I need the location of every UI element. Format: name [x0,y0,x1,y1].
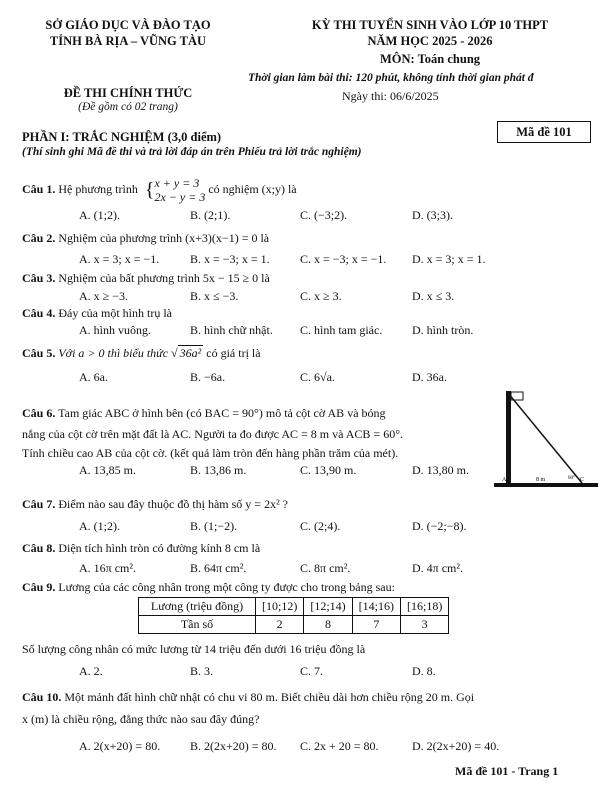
pages-note: (Đề gồm có 02 trang) [78,101,178,113]
q5-option-b[interactable]: B. −6a. [190,370,226,384]
question-10-line1: Câu 10. Một mảnh đất hình chữ nhật có chu vi 80 m. Biết chiều dài hơn chiều rộng 20 m. Gọi [22,690,475,704]
table-cell: [10;12) [256,598,304,616]
exam-title: KỲ THI TUYỂN SINH VÀO LỚP 10 THPT [311,18,549,32]
q1-option-a[interactable]: A. (1;2). [79,208,120,222]
q2-option-d[interactable]: D. x = 3; x = 1. [412,252,486,266]
q9-option-a[interactable]: A. 2. [79,664,103,678]
flagpole-figure [490,383,600,493]
q4-option-d[interactable]: D. hình tròn. [412,323,474,337]
exam-date: Ngày thi: 06/6/2025 [342,89,439,103]
q5-option-a[interactable]: A. 6a. [79,370,108,384]
q8-option-d[interactable]: D. 4π cm². [412,561,463,575]
exam-duration: Thời gian làm bài thi: 120 phút, không tính thời gian phát đ [248,72,534,84]
part1-title: PHẦN I: TRẮC NGHIỆM (3,0 điểm) [22,130,222,144]
table-cell: [12;14) [304,598,352,616]
q3-option-c[interactable]: C. x ≥ 3. [300,289,342,303]
q4-option-a[interactable]: A. hình vuông. [79,323,151,337]
q6-option-d[interactable]: D. 13,80 m. [412,463,469,477]
question-5: Câu 5. Với a > 0 thì biểu thức √ 36a² có giá trị là [22,346,261,360]
table-cell: 8 [304,616,352,634]
q2-option-a[interactable]: A. x = 3; x = −1. [79,252,160,266]
province-name: TỈNH BÀ RỊA – VŨNG TÀU [49,34,207,48]
official-exam-label: ĐỀ THI CHÍNH THỨC [63,86,193,100]
question-8: Câu 8. Diện tích hình tròn có đường kính 8 cm là [22,541,261,555]
question-1: Câu 1. Hệ phương trình {x + y = 3 2x − y = 3 có nghiệm (x;y) là [22,176,297,204]
q5-option-d[interactable]: D. 36a. [412,370,447,384]
table-cell: 3 [400,616,448,634]
question-6-line1: Câu 6. Tam giác ABC ở hình bên (có BAC = 90°) mô tả cột cờ AB và bóng [22,406,386,420]
q9-option-d[interactable]: D. 8. [412,664,436,678]
salary-table [138,597,449,634]
q10-option-a[interactable]: A. 2(x+20) = 80. [79,739,161,753]
exam-code-box: Mã đề 101 [497,121,591,143]
question-9-prompt: Số lượng công nhân có mức lương từ 14 triệu đến dưới 16 triệu đồng là [22,642,366,656]
question-6-line2: nắng của cột cờ trên mặt đất là AC. Người ta đo được AC = 8 m và ACB = 60°. [22,427,403,441]
question-6-line3: Tính chiều cao AB của cột cờ. (kết quả làm tròn đến hàng phần trăm của mét). [22,446,399,460]
table-cell: 7 [352,616,400,634]
q1-option-d[interactable]: D. (3;3). [412,208,453,222]
point-a-label: A [502,477,507,483]
q7-option-b[interactable]: B. (1;−2). [190,519,238,533]
q5-option-c[interactable]: C. 6√a. [300,370,335,384]
q8-option-c[interactable]: C. 8π cm². [300,561,351,575]
q4-option-c[interactable]: C. hình tam giác. [300,323,383,337]
table-cell: Lương (triệu đồng) [139,598,256,616]
q3-option-d[interactable]: D. x ≤ 3. [412,289,455,303]
length-label: 8 m [536,477,546,483]
question-2: Câu 2. Nghiệm của phương trình (x+3)(x−1) = 0 là [22,231,270,245]
table-row [139,616,449,634]
q1-option-c[interactable]: C. (−3;2). [300,208,348,222]
point-c-label: C [580,477,585,483]
table-cell: [16;18) [400,598,448,616]
question-9: Câu 9. Lương của các công nhân trong một công ty được cho trong bảng sau: [22,580,395,594]
q8-option-b[interactable]: B. 64π cm². [190,561,247,575]
school-year: NĂM HỌC 2025 - 2026 [367,34,493,48]
q9-option-c[interactable]: C. 7. [300,664,324,678]
question-7: Câu 7. Điểm nào sau đây thuộc đồ thị hàm số y = 2x² ? [22,497,289,511]
sun-ray-line [508,393,585,483]
q10-option-b[interactable]: B. 2(2x+20) = 80. [190,739,277,753]
question-4: Câu 4. Đáy của một hình trụ là [22,306,172,320]
table-cell: [14;16) [352,598,400,616]
q10-option-c[interactable]: C. 2x + 20 = 80. [300,739,379,753]
q7-option-c[interactable]: C. (2;4). [300,519,341,533]
part1-instruction: (Thí sinh ghi Mã đề thi và trả lời đáp án trên Phiếu trả lời trắc nghiệm) [22,146,362,158]
question-10-line2: x (m) là chiều rộng, đẳng thức nào sau đây đúng? [22,712,260,726]
department-name: SỞ GIÁO DỤC VÀ ĐÀO TẠO [45,18,211,32]
q6-option-c[interactable]: C. 13,90 m. [300,463,357,477]
flagpole [506,391,511,483]
q1-option-b[interactable]: B. (2;1). [190,208,231,222]
table-cell: Tần số [139,616,256,634]
page-footer: Mã đề 101 - Trang 1 [455,764,559,778]
q10-option-d[interactable]: D. 2(2x+20) = 40. [412,739,500,753]
table-cell: 2 [256,616,304,634]
q2-option-b[interactable]: B. x = −3; x = 1. [190,252,270,266]
q8-option-a[interactable]: A. 16π cm². [79,561,136,575]
q7-option-a[interactable]: A. (1;2). [79,519,120,533]
subject: MÔN: Toán chung [379,52,481,66]
angle-label: 60° [568,476,575,481]
q6-option-b[interactable]: B. 13,86 m. [190,463,247,477]
q7-option-d[interactable]: D. (−2;−8). [412,519,467,533]
q2-option-c[interactable]: C. x = −3; x = −1. [300,252,387,266]
ground-line [494,483,598,487]
q3-option-a[interactable]: A. x ≥ −3. [79,289,129,303]
table-row [139,598,449,616]
q4-option-b[interactable]: B. hình chữ nhật. [190,323,273,337]
q6-option-a[interactable]: A. 13,85 m. [79,463,136,477]
q9-option-b[interactable]: B. 3. [190,664,214,678]
q3-option-b[interactable]: B. x ≤ −3. [190,289,239,303]
question-3: Câu 3. Nghiệm của bất phương trình 5x − 15 ≥ 0 là [22,271,270,285]
